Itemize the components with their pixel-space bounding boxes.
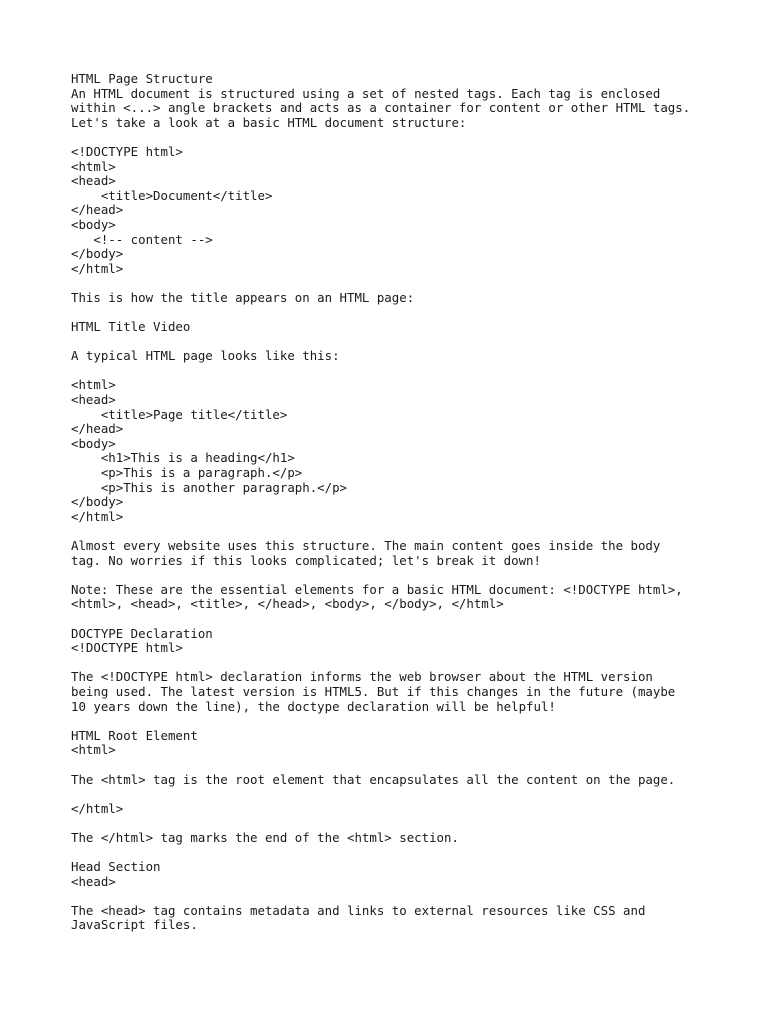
text-line: The <!DOCTYPE html> declaration informs the web browser about the HTML version bbox=[71, 669, 653, 685]
text-line: </body> bbox=[71, 246, 124, 262]
text-line bbox=[71, 845, 751, 860]
text-line: The <head> tag contains metadata and links to external resources like CSS and bbox=[71, 902, 646, 918]
text-line: An HTML document is structured using a set of nested tags. Each tag is enclosed bbox=[71, 85, 661, 101]
text-line: DOCTYPE Declaration bbox=[71, 625, 213, 641]
text-line bbox=[71, 130, 751, 145]
text-line: tag. No worries if this looks complicated; let's break it down! bbox=[71, 552, 541, 568]
text-line bbox=[71, 612, 751, 627]
text-line: </head> bbox=[71, 202, 124, 218]
text-line bbox=[71, 656, 751, 671]
text-line: 10 years down the line), the doctype declaration will be helpful! bbox=[71, 698, 556, 714]
text-line bbox=[71, 816, 751, 831]
text-line: HTML Title Video bbox=[71, 319, 191, 335]
text-line bbox=[71, 364, 751, 379]
text-line: HTML Page Structure bbox=[71, 71, 213, 86]
text-line: <!DOCTYPE html> bbox=[71, 640, 183, 656]
document-page bbox=[71, 72, 751, 933]
text-line: </html> bbox=[71, 508, 124, 524]
text-line: <title>Page title</title> bbox=[71, 406, 288, 422]
text-line: Head Section bbox=[71, 859, 161, 875]
text-line: <head> bbox=[71, 392, 116, 408]
text-line: <p>This is another paragraph.</p> bbox=[71, 479, 348, 495]
text-line bbox=[71, 714, 751, 729]
text-line bbox=[71, 276, 751, 291]
text-line: <html>, <head>, <title>, </head>, <body>, </body>, </html> bbox=[71, 596, 504, 612]
text-line bbox=[71, 568, 751, 583]
text-line: Note: These are the essential elements for a basic HTML document: <!DOCTYPE html>, bbox=[71, 581, 683, 597]
text-line bbox=[71, 335, 751, 350]
text-line: The </html> tag marks the end of the <html> section. bbox=[71, 829, 459, 845]
text-line: The <html> tag is the root element that encapsulates all the content on the page. bbox=[71, 771, 676, 787]
text-line: Almost every website uses this structure. The main content goes inside the body bbox=[71, 538, 661, 553]
text-line: <html> bbox=[71, 377, 116, 393]
text-line: being used. The latest version is HTML5. But if this changes in the future (maybe bbox=[71, 683, 676, 699]
text-line bbox=[71, 758, 751, 773]
text-line bbox=[71, 306, 751, 321]
text-line: <html> bbox=[71, 158, 116, 174]
text-line: <p>This is a paragraph.</p> bbox=[71, 465, 303, 481]
text-line: This is how the title appears on an HTML page: bbox=[71, 289, 415, 305]
text-line: <head> bbox=[71, 173, 116, 189]
text-line: </head> bbox=[71, 421, 124, 437]
text-line: <body> bbox=[71, 216, 116, 232]
text-line bbox=[71, 787, 751, 802]
text-line: <title>Document</title> bbox=[71, 187, 273, 203]
text-line: A typical HTML page looks like this: bbox=[71, 348, 340, 364]
text-line: <head> bbox=[71, 873, 116, 889]
text-line: JavaScript files. bbox=[71, 917, 198, 933]
text-line: <!-- content --> bbox=[71, 231, 213, 247]
text-line: Let's take a look at a basic HTML document structure: bbox=[71, 114, 467, 130]
text-line: within <...> angle brackets and acts as a container for content or other HTML tags. bbox=[71, 100, 691, 116]
text-line: </html> bbox=[71, 260, 124, 276]
text-line: <!DOCTYPE html> bbox=[71, 143, 183, 159]
text-line bbox=[71, 524, 751, 539]
text-line: </body> bbox=[71, 494, 124, 510]
text-line: </html> bbox=[71, 800, 124, 816]
text-line: <body> bbox=[71, 435, 116, 451]
text-line: HTML Root Element bbox=[71, 727, 198, 743]
text-line: <h1>This is a heading</h1> bbox=[71, 450, 295, 466]
text-line bbox=[71, 889, 751, 904]
text-line: <html> bbox=[71, 742, 116, 758]
